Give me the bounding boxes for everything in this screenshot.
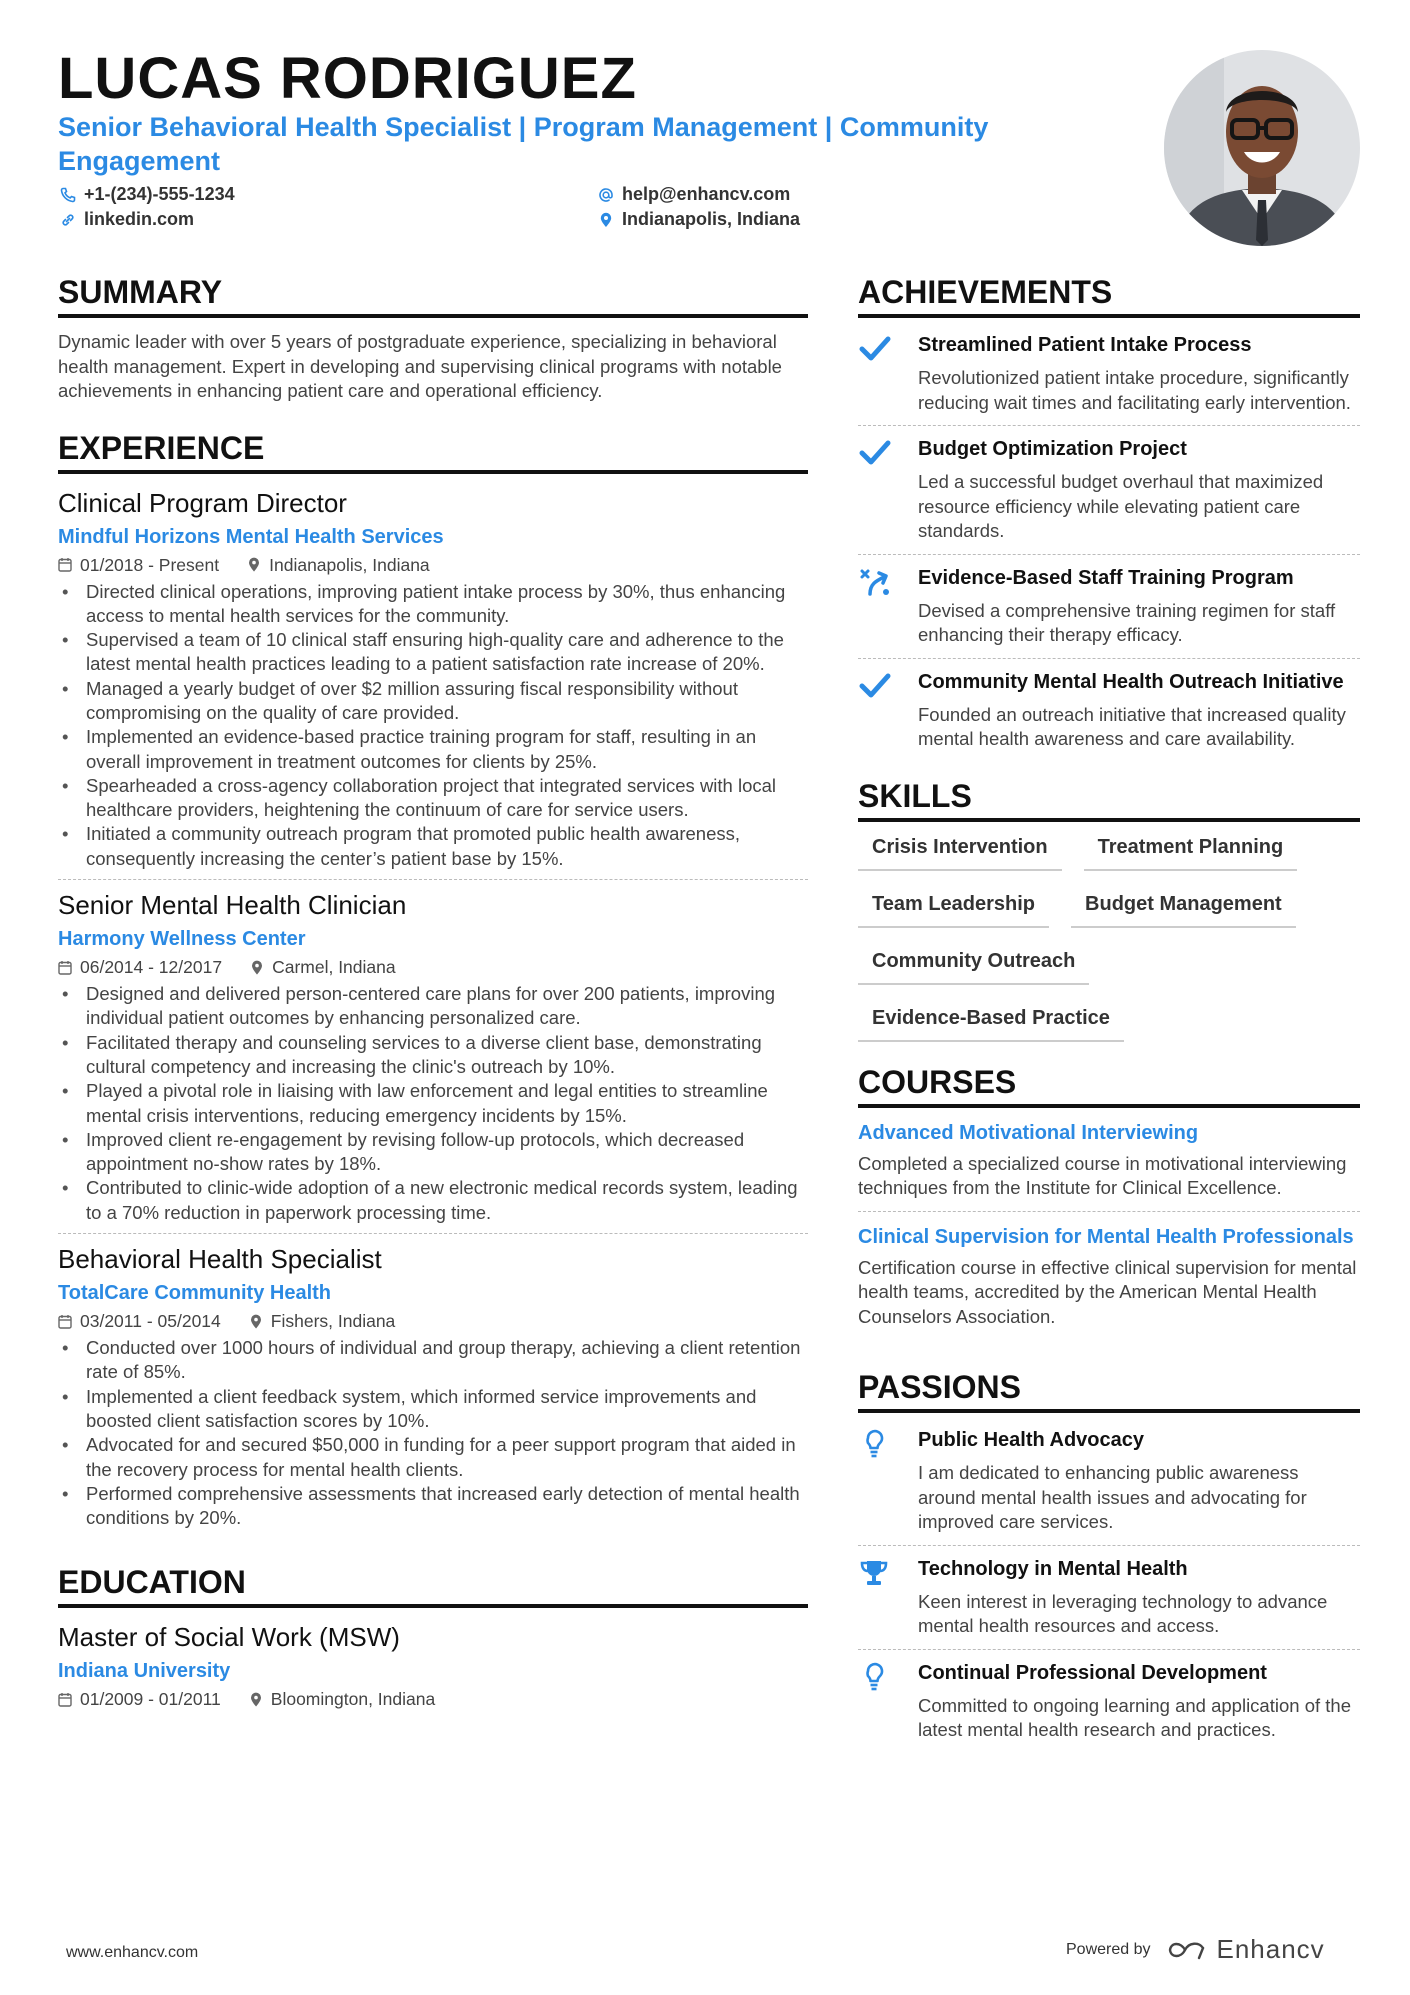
job-bullet: • Played a pivotal role in liaising with law enforcement and legal entities to streamline mental crisis interventions, reducing emergency incidents by 15%. <box>58 1079 808 1128</box>
passions-title: PASSIONS <box>858 1367 1360 1413</box>
experience-title: EXPERIENCE <box>58 428 808 474</box>
job-bullets <box>58 580 808 872</box>
job-bullet: • Performed comprehensive assessments that increased early detection of mental health conditions by 20%. <box>58 1482 808 1531</box>
lightbulb-icon <box>858 1429 892 1459</box>
achievement-desc: Led a successful budget overhaul that maximized resource efficiency while elevating patient care standards. <box>918 471 1324 541</box>
location-pin-icon <box>598 212 614 228</box>
check-icon <box>858 334 892 364</box>
job-location: Fishers, Indiana <box>270 1311 396 1332</box>
job-bullet: • Spearheaded a cross-agency collaboration project that integrated services with local healthcare providers, heightening the continuum of care for service users. <box>58 774 808 823</box>
achievement-item <box>858 426 1360 555</box>
passion-title: Public Health Advocacy <box>918 1429 1144 1451</box>
job-company: Mindful Horizons Mental Health Services <box>58 525 444 548</box>
achievement-title: Streamlined Patient Intake Process <box>918 334 1252 356</box>
contact-linkedin[interactable] <box>60 209 194 230</box>
achievement-item <box>858 659 1360 762</box>
education-title: EDUCATION <box>58 1562 808 1608</box>
job-entry <box>58 888 808 1234</box>
location-pin-icon <box>249 1314 263 1329</box>
job-bullets <box>58 1336 808 1530</box>
enhancv-logo-icon <box>1165 1938 1209 1962</box>
at-icon <box>598 187 614 203</box>
job-dates: 01/2018 - Present <box>80 554 220 575</box>
phone-icon <box>60 187 76 203</box>
job-bullets <box>58 982 808 1225</box>
location-pin-icon <box>250 960 264 975</box>
profile-photo <box>1164 50 1360 246</box>
summary-text: Dynamic leader with over 5 years of postgraduate experience, specializing in behavioral health management. Expert in developing and supervising clinical programs with notable achievements in enhancing patient care and operational efficiency. <box>58 331 782 401</box>
education-meta <box>58 1686 808 1712</box>
education-school: Indiana University <box>58 1660 231 1683</box>
course-desc: Certification course in effective clinical supervision for mental health teams, accredited by the American Mental Health Counselors Association. <box>858 1256 1357 1327</box>
education-dates: 01/2009 - 01/2011 <box>80 1689 221 1710</box>
achievement-title: Evidence-Based Staff Training Program <box>918 566 1294 589</box>
skills-title: SKILLS <box>858 776 1360 822</box>
job-entry <box>58 1242 808 1538</box>
calendar-icon <box>58 1692 72 1707</box>
achievement-item <box>858 322 1360 426</box>
contact-location <box>598 209 800 230</box>
brand-name: Enhancv <box>1216 1934 1325 1964</box>
brand-logo[interactable] <box>1165 1934 1325 1965</box>
job-bullet: • Directed clinical operations, improving patient intake process by 30%, thus enhancing access to mental health services for the community. <box>58 580 808 629</box>
achievement-title: Community Mental Health Outreach Initiative <box>918 670 1344 693</box>
trophy-icon <box>858 1558 892 1588</box>
headline: Senior Behavioral Health Specialist | Program Management | Community Engagement <box>58 112 989 176</box>
job-company: TotalCare Community Health <box>58 1282 331 1305</box>
job-dates: 03/2011 - 05/2014 <box>80 1311 221 1332</box>
job-bullet: • Supervised a team of 10 clinical staff ensuring high-quality care and adherence to the latest mental health practices leading to a patient satisfaction rate increase of 20%. <box>58 628 808 677</box>
job-meta <box>58 1308 808 1334</box>
skill-tag: Evidence-Based Practice <box>858 1007 1124 1042</box>
skill-tag: Crisis Intervention <box>858 828 1062 871</box>
strategy-icon <box>858 567 892 597</box>
footer-branding <box>1066 1934 1325 1965</box>
job-dates: 06/2014 - 12/2017 <box>80 957 223 978</box>
achievement-title: Budget Optimization Project <box>918 438 1187 460</box>
right-column <box>858 272 1360 1753</box>
job-role: Behavioral Health Specialist <box>58 1244 382 1275</box>
job-bullet: • Advocated for and secured $50,000 in funding for a peer support program that aided in the recovery process for mental health clients. <box>58 1433 808 1482</box>
passion-item <box>858 1417 1360 1546</box>
passion-item <box>858 1546 1360 1650</box>
powered-by-text: Powered by <box>1066 1940 1151 1958</box>
skill-tag: Community Outreach <box>858 942 1089 985</box>
achievement-desc: Revolutionized patient intake procedure, significantly reducing wait times and facilitating early intervention. <box>918 367 1351 413</box>
calendar-icon <box>58 557 72 572</box>
left-column <box>58 272 808 1720</box>
location-pin-icon <box>247 557 261 572</box>
passion-desc: Committed to ongoing learning and application of the latest mental health research and practices. <box>918 1694 1351 1740</box>
education-entry <box>58 1620 808 1720</box>
job-bullet: • Improved client re-engagement by revising follow-up protocols, which decreased appointment no-show rates by 18%. <box>58 1128 808 1177</box>
job-bullet: • Initiated a community outreach program that promoted public health awareness, consequently increasing the center’s patient base by 15%. <box>58 822 808 871</box>
job-location: Carmel, Indiana <box>272 957 396 978</box>
education-degree: Master of Social Work (MSW) <box>58 1622 400 1653</box>
email-text: help@enhancv.com <box>622 184 791 204</box>
skill-tag: Budget Management <box>1071 885 1296 928</box>
job-bullet: • Contributed to clinic-wide adoption of a new electronic medical records system, leading to a 70% reduction in paperwork processing time. <box>58 1176 808 1225</box>
achievement-item <box>858 555 1360 659</box>
job-bullet: • Designed and delivered person-centered care plans for over 200 patients, improving individual patient outcomes by enhancing personalized care. <box>58 982 808 1031</box>
calendar-icon <box>58 1314 72 1329</box>
skill-row <box>858 999 1360 1042</box>
achievement-desc: Devised a comprehensive training regimen for staff enhancing their therapy efficacy. <box>918 599 1336 645</box>
job-bullet: • Facilitated therapy and counseling services to a diverse client base, demonstrating cultural competency and increasing the clinic's outreach by 10%. <box>58 1031 808 1080</box>
passion-item <box>858 1650 1360 1753</box>
profile-photo-illustration <box>1164 50 1360 246</box>
job-bullet: • Implemented a client feedback system, which informed service improvements and boosted client satisfaction scores by 10%. <box>58 1385 808 1434</box>
course-title: Clinical Supervision for Mental Health Professionals <box>858 1225 1354 1248</box>
job-role: Senior Mental Health Clinician <box>58 890 407 921</box>
location-pin-icon <box>249 1692 263 1707</box>
lightbulb-icon <box>858 1662 892 1692</box>
job-entry <box>58 486 808 881</box>
skill-tag: Team Leadership <box>858 885 1049 928</box>
course-item <box>858 1224 1360 1340</box>
job-location: Indianapolis, Indiana <box>269 554 430 575</box>
achievement-desc: Founded an outreach initiative that increased quality mental health awareness and care availability. <box>918 703 1346 749</box>
passion-title: Continual Professional Development <box>918 1661 1267 1684</box>
passion-desc: Keen interest in leveraging technology to advance mental health resources and access. <box>918 1590 1328 1636</box>
courses-title: COURSES <box>858 1062 1360 1108</box>
check-icon <box>858 671 892 701</box>
job-bullet: • Conducted over 1000 hours of individual and group therapy, achieving a client retention rate of 85%. <box>58 1336 808 1385</box>
phone-text: +1-(234)-555-1234 <box>84 184 235 204</box>
job-company: Harmony Wellness Center <box>58 928 306 951</box>
skill-tag: Treatment Planning <box>1084 828 1298 871</box>
summary-title: SUMMARY <box>58 272 808 318</box>
course-desc: Completed a specialized course in motivational interviewing techniques from the Institute for Clinical Excellence. <box>858 1152 1347 1198</box>
job-meta <box>58 954 808 980</box>
candidate-name: LUCAS RODRIGUEZ <box>58 46 637 111</box>
achievements-title: ACHIEVEMENTS <box>858 272 1360 318</box>
linkedin-text: linkedin.com <box>84 209 195 229</box>
education-location: Bloomington, Indiana <box>270 1689 436 1710</box>
check-icon <box>858 438 892 468</box>
passion-title: Technology in Mental Health <box>918 1557 1188 1580</box>
location-text: Indianapolis, Indiana <box>622 209 801 229</box>
job-bullet: • Implemented an evidence-based practice training program for staff, resulting in an overall improvement in treatment outcomes for clients by 25%. <box>58 725 808 774</box>
job-bullet: • Managed a yearly budget of over $2 million assuring fiscal responsibility without compromising on the quality of care provided. <box>58 677 808 726</box>
contact-email[interactable] <box>598 184 790 205</box>
calendar-icon <box>58 960 72 975</box>
footer-website[interactable]: www.enhancv.com <box>66 1944 199 1961</box>
course-title: Advanced Motivational Interviewing <box>858 1121 1199 1144</box>
job-role: Clinical Program Director <box>58 487 347 518</box>
skills-list <box>858 828 1360 1042</box>
job-meta <box>58 552 808 578</box>
link-icon <box>60 212 76 228</box>
contact-phone <box>60 184 235 205</box>
passion-desc: I am dedicated to enhancing public awareness around mental health issues and advocating for improved care services. <box>918 1462 1307 1532</box>
course-item <box>858 1120 1360 1212</box>
